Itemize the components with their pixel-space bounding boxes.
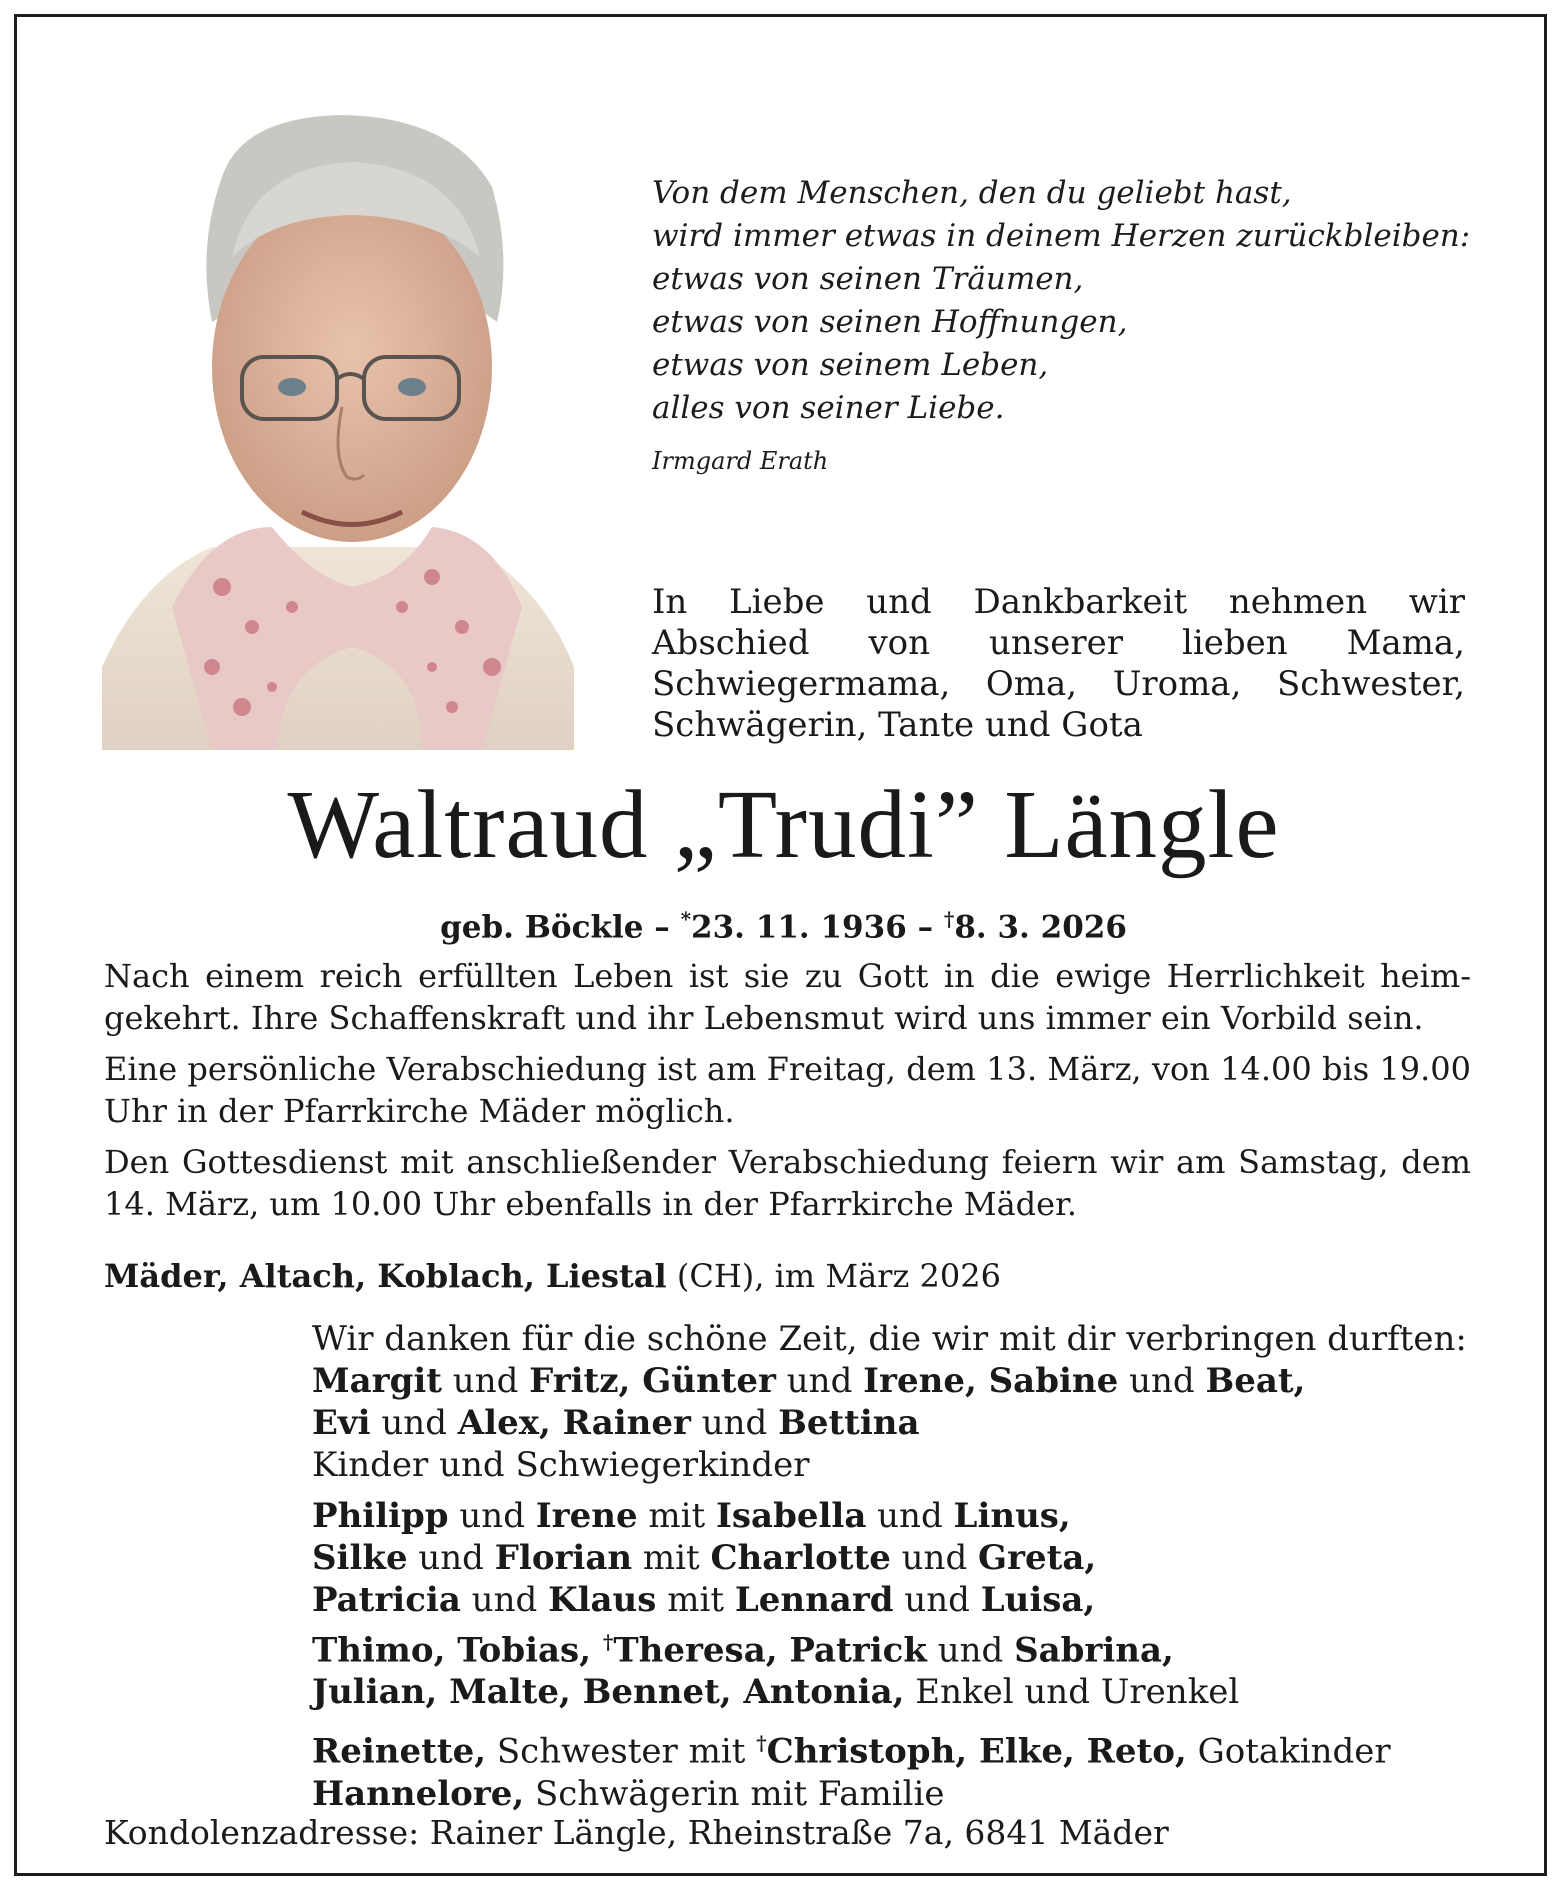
mourner-name: Hannelore, — [312, 1773, 525, 1814]
quote-line: etwas von seinen Hoffnungen, — [652, 304, 1128, 340]
connector-text: mit — [656, 1580, 735, 1620]
mourner-name: Bettina — [778, 1403, 920, 1443]
connector-text: Schwägerin mit Familie — [524, 1773, 945, 1814]
life-dates — [0, 898, 1567, 948]
memorial-quote — [652, 172, 1472, 483]
mourner-line — [312, 1360, 1472, 1402]
mourner-name: Reinette, — [312, 1731, 487, 1772]
mourner-name: Evi — [312, 1403, 371, 1443]
grandchildren-group — [312, 1495, 1472, 1713]
quote-line: etwas von seinem Leben, — [652, 347, 1049, 383]
mourners-list — [312, 1318, 1472, 1824]
connector-text: und — [690, 1403, 779, 1443]
connector-text: und — [1118, 1361, 1206, 1401]
mourner-name: Linus, — [953, 1496, 1071, 1536]
mourner-line — [312, 1621, 1472, 1671]
mourner-name: Lennard — [734, 1580, 894, 1620]
quote-line: wird immer etwas in deinem Herzen zurückbleiben: — [652, 218, 1471, 254]
connector-text: und — [893, 1580, 981, 1620]
connector-text: und — [890, 1538, 979, 1578]
relatives-group — [312, 1722, 1472, 1814]
birth-symbol: * — [680, 907, 692, 931]
mourner-name: Patricia — [312, 1580, 461, 1620]
connector-text: mit — [632, 1538, 711, 1578]
children-group — [312, 1318, 1472, 1486]
mourner-name: Irene — [535, 1496, 638, 1536]
connector-text: und — [370, 1403, 458, 1443]
places-line — [104, 1255, 1001, 1297]
mourner-name: Margit — [312, 1361, 442, 1401]
cross-symbol: † — [602, 1630, 614, 1654]
connector-text: mit — [637, 1496, 716, 1536]
mourner-name: Beat, — [1205, 1361, 1306, 1401]
mourner-name: Theresa, Patrick — [613, 1630, 927, 1671]
date-separator: – — [654, 909, 670, 946]
death-symbol: † — [943, 907, 955, 931]
mourner-name: Fritz, Günter — [529, 1361, 776, 1401]
connector-text: Schwester mit — [486, 1731, 757, 1772]
mourner-name: Florian — [494, 1538, 633, 1578]
mourner-name: Christoph, Elke, Reto, — [766, 1731, 1187, 1772]
relation-label: Kinder und Schwiegerkinder — [312, 1445, 810, 1485]
body-paragraph: Eine persönliche Verabschiedung ist am Freitag, dem 13. März, von 14.00 bis 19.00 Uhr in der Pfarrkirche Mäder möglich. — [104, 1050, 1471, 1130]
body-paragraph: Den Gottesdienst mit anschließender Verabschiedung feiern wir am Samstag, dem 14. März, um 10.00 Uhr ebenfalls in der Pfarrkirche Mäder. — [104, 1143, 1471, 1223]
death-date: 8. 3. 2026 — [954, 909, 1127, 946]
mourner-name: Klaus — [548, 1580, 657, 1620]
connector-text: und — [460, 1580, 549, 1620]
condolence-address: Kondolenzadresse: Rainer Längle, Rheinstraße 7a, 6841 Mäder — [104, 1813, 1169, 1852]
thanks-line: Wir danken für die schöne Zeit, die wir mit dir verbringen durften: — [312, 1319, 1467, 1359]
farewell-intro: In Liebe und Dankbarkeit nehmen wir Abschied von unserer lieben Mama, Schwiegermama, Oma, Uroma, Schwester, Schwägerin, Tante und Gota — [652, 582, 1465, 745]
mourner-line — [312, 1773, 1472, 1815]
connector-text: und — [448, 1496, 536, 1536]
mourner-name: Charlotte — [710, 1538, 891, 1578]
places-date: (CH), im März 2026 — [666, 1257, 1001, 1295]
mourner-line — [312, 1671, 1472, 1713]
cross-symbol: † — [756, 1731, 767, 1756]
mourner-name: Philipp — [312, 1496, 449, 1536]
connector-text: und — [775, 1361, 864, 1401]
mourner-line — [312, 1402, 1472, 1444]
mourner-name: Julian, Malte, Bennet, Antonia, — [312, 1672, 905, 1713]
mourner-name: Silke — [312, 1538, 408, 1578]
connector-text: und — [441, 1361, 530, 1401]
quote-line: alles von seiner Liebe. — [652, 390, 1005, 426]
mourner-line — [312, 1537, 1472, 1579]
date-separator: – — [917, 909, 934, 946]
mourner-name: Irene, Sabine — [863, 1361, 1119, 1401]
places-names: Mäder, Altach, Koblach, Liestal — [104, 1257, 667, 1295]
mourner-name: Isabella — [716, 1496, 867, 1536]
birth-name: geb. Böckle — [440, 909, 644, 946]
announcement-body — [104, 955, 1471, 1234]
connector-text: und — [926, 1630, 1015, 1671]
connector-text: Gotakinder — [1186, 1731, 1391, 1772]
mourner-name: Sabrina, — [1014, 1630, 1174, 1671]
quote-author: Irmgard Erath — [652, 447, 829, 475]
quote-line: Von dem Menschen, den du geliebt hast, — [652, 175, 1292, 211]
quote-line: etwas von seinen Träumen, — [652, 261, 1084, 297]
mourner-name: Luisa, — [980, 1580, 1096, 1620]
body-paragraph: Nach einem reich erfüllten Leben ist sie zu Gott in die ewige Herrlichkeit heimgekehrt. Ihre Schaffenskraft und ihr Lebensmut wird uns immer ein Vorbild sein. — [104, 957, 1471, 1037]
mourner-line — [312, 1579, 1472, 1621]
connector-text: Enkel und Urenkel — [904, 1672, 1240, 1713]
deceased-name: Waltraud „Trudi” Längle — [287, 771, 1280, 878]
connector-text: und — [866, 1496, 954, 1536]
birth-date: 23. 11. 1936 — [691, 909, 907, 946]
mourner-line — [312, 1722, 1472, 1772]
mourner-name: Greta, — [978, 1538, 1097, 1578]
mourner-name: Thimo, Tobias, — [312, 1630, 603, 1671]
mourner-line — [312, 1495, 1472, 1537]
portrait-photo — [102, 107, 574, 750]
connector-text: und — [407, 1538, 495, 1578]
mourner-name: Alex, Rainer — [457, 1403, 691, 1443]
